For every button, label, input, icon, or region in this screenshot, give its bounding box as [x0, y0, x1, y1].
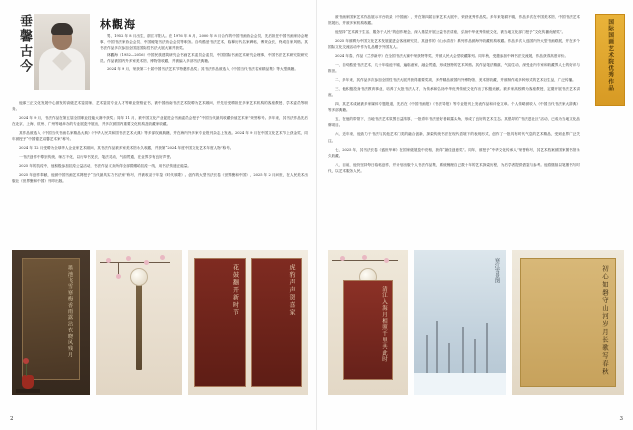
artwork-gold-scroll — [512, 250, 624, 395]
body-paragraph: 五、在他的带领下，当地书法艺术氛围日益浓厚，一批青年书法爱好者崭露头角，形成了良好的艺术生态。其倡导的“书法进社区”活动，已成为当地文化品牌项目。 — [328, 117, 580, 128]
body-paragraph: 七、2025 年，其书法长卷《盛世华章》在国家级展览中亮相，获得“最佳创意奖”。同年，被授予“中华文化传承人”荣誉称号，其艺术档案被国家图书馆永久收藏。 — [328, 147, 580, 158]
left-body-text — [12, 100, 308, 187]
body-paragraph: 2025 年被聘为中国文化艺术发展促进会客座研究员，其创作的《山水清音》系列作品被海外收藏机构收藏。作品多次入选国内外大型书画联展，并在多个国际文化交流活动中作为礼品赠予外国友人。 — [328, 39, 580, 50]
body-paragraph: 2024 年 12 月受聘为全球华人企业家艺术顾问，其书法作品被多家美术馆永久收藏，并获第“2024 年度中国文化艺术年度人物”称号。 — [19, 146, 234, 151]
page-number-left: 2 — [10, 416, 14, 422]
snow-tree — [462, 327, 464, 379]
right-body-text — [328, 14, 580, 177]
jade-hairpin-head — [130, 268, 148, 286]
snow-tree — [486, 323, 488, 379]
branch-twig — [100, 262, 170, 263]
artwork-scroll-text: 墨池飞雪寒梅香雨露沾衣晓风残月 — [67, 265, 73, 358]
artwork-dark-scroll — [12, 250, 90, 395]
blossom-flower — [116, 274, 121, 279]
blossom-flower — [362, 255, 367, 260]
left-artwork-row — [12, 250, 308, 395]
page-number-right: 3 — [619, 416, 623, 422]
bio-paragraph: 2024 年 9 月，荣获第二十届中国书法艺术节特邀作品奖；其书法作品被选入《中国当代书法名家精品集》等大型典籍。 — [107, 67, 298, 72]
blossom-flower — [160, 255, 165, 260]
couplet-panels — [194, 258, 302, 387]
artwork-hairpin — [96, 250, 182, 395]
couplet-panel-right — [251, 258, 303, 387]
blossom-flower — [144, 260, 149, 265]
right-page — [316, 0, 633, 430]
snow-scene-caption: 寒江雪景图 — [494, 258, 500, 283]
body-paragraph: 2024 年春，作品《兰亭新序》在全国书法大赛中荣获特等奖，并被人民大会堂收藏陈列。同年秋，受邀参加中韩书法交流展，作品获得高度评价。 — [335, 54, 569, 59]
portrait-hair — [51, 23, 73, 35]
body-paragraph: 2025 年创作奉献，他被中国书画艺术网授予“当代最具实力书法家”称号，并被收录于年鉴《时代颂歌》。创作的大型书法长卷《世界聚和中国》，2025 年 2 月问世，在人民美术出版社《世界聚和中国》刊印出版。 — [12, 173, 308, 184]
body-paragraph: 四、其艺术成就被多家媒体专题报道，先后在《中国书画报》《书法导报》等专业报刊上发表作品和评论文章。个人传略被收入《中国当代书法家大辞典》等多部典籍。 — [328, 102, 580, 113]
artist-bio — [100, 34, 308, 75]
body-paragraph: 三、他积极投身书法教育事业，培养了大批书法人才，为传承和弘扬中华优秀传统文化作出了积极贡献。被多家高校聘为客座教授，定期开展书法艺术讲座。 — [328, 87, 580, 98]
award-banner-text: 国际国画艺术院优秀作品 — [607, 19, 614, 92]
award-side-banner — [595, 14, 625, 106]
plum-vase — [20, 359, 36, 389]
bio-paragraph: 林觀海（1952—2016）中国民族建筑研究会书画艺术委员会委员，中国国际书画艺术研究会理事，中国书法艺术研究院研究员。作品被国内外多家美术馆、博物馆收藏，并被编入多部书法典籍。 — [100, 53, 308, 64]
vase-pot — [22, 375, 34, 389]
body-paragraph: 二、多年来，其作品多次参加全国性书法大展并获得重要奖项，多件精品被国内外博物馆、美术馆收藏，并被制作成多种形式的艺术衍生品，广泛传播。 — [335, 78, 576, 83]
artwork-snow-landscape — [414, 250, 506, 395]
artist-name: 林觀海 — [100, 18, 136, 31]
artwork-stand — [16, 389, 40, 393]
jade-hairpin-shaft — [136, 278, 142, 370]
artwork-red-panel — [328, 250, 408, 395]
vase-stem — [26, 362, 27, 376]
gold-scroll-text: 初心如磐守山河岁月长歌写春秋 — [601, 265, 609, 376]
gold-scroll-surface — [520, 258, 616, 387]
blossom-flower — [106, 258, 111, 263]
red-panel-text: 清江入海月相照千里共此时 — [381, 286, 387, 363]
bio-paragraph: 男，1952 年 8 月出生，浙江平阳人。在 1976 年 8 月，2000 年 8 月合作的中国书画协会会员，先后担任中国书画家协会理事、中国书法家协会会员、中国硬笔书法协会会员等职务。自幼酷爱书法艺术，临摹历代名家碑帖，博采众长，终成自家风格。其书法作品多次参加全国及国际性书法大展大赛并获奖。 — [100, 34, 308, 50]
body-paragraph: 六、近年来，他致力于书法与其他艺术门类的融合创新，探索传统书法在现代语境下的表现形式，创作了一批具有时代气息的艺术精品，受到业界广泛关注。 — [328, 132, 580, 143]
left-page — [0, 0, 316, 430]
body-paragraph: 其作品被选入《中国当代书画名家精品大典》《中华人民共和国书法艺术大典》等多部权威典籍，并在海内外多家专业报刊杂志上发表。2024 年 9 月在中国文化艺术节上获金奖，同年被授予“中国德艺双馨艺术家”称号。 — [12, 131, 308, 142]
snow-scene — [414, 250, 506, 395]
snow-tree — [436, 321, 438, 379]
body-paragraph: 2024 年 9 月，书法作品在第五届全国职业技能大赛中获奖；同年 11 月，被中国文化产业促进会书画委员会授予“中国当代最具收藏价值艺术家”荣誉称号。多年来，其书法作品先后在北京、上海、杭州、广州等地举办的专业展览中展出，并多次被国内重要文化机构及收藏家收藏。 — [12, 116, 308, 127]
body-paragraph: 2025 年的抗疫中，他积极参加抗疫公益活动，书法作品义卖所得全部捐赠给抗疫一线，用书法传递正能量。 — [19, 164, 192, 169]
couplet-panel-left — [194, 258, 246, 387]
body-paragraph: 他坚持“艺术源于生活、服务于人民”的创作理念，深入基层开展公益书法讲座，弘扬中华优秀传统文化，被当地文化部门授予“文化传播贡献奖”。 — [335, 30, 566, 35]
couplet-text-left: 花鼓翻开新时节 — [231, 264, 239, 317]
body-paragraph: 一、自幼酷爱书法艺术，几十年临池不辍，遍临诸家，融会贯通，形成独特的艺术风格。其作品笔法精湛，气韵生动，深受业内专家和收藏界人士的好评与推崇。 — [328, 63, 580, 74]
snow-ground — [414, 373, 506, 395]
red-lacquer-panel — [343, 280, 393, 380]
body-paragraph: 一书法创作中尊崇传统、师古不化，以行草书见长，笔法灵动，气韵贯通，在业界享有良好声誉。 — [19, 155, 174, 160]
page-vertical-title: 垂馨古今 — [17, 14, 32, 74]
body-paragraph: 八、目前，他仍坚持每日临帖创作，并计划出版个人书法作品集，系统梳理自己数十年的艺术探索历程，为后学者提供借鉴与参考。他将继续以笔墨书写时代，以艺术服务人民。 — [328, 162, 580, 173]
vase-bud — [23, 358, 29, 364]
blossom-flower — [340, 256, 345, 261]
couplet-text-right: 虎豹声声贺喜家 — [288, 264, 295, 317]
body-paragraph: 他那三正文化发展中心颁发的高级艺术鉴赏师、艺术鉴赏专业人才等职业资格证书，被中国西南书法艺术院聘为艺术顾问，并先后受聘担任多家艺术机构的客座教授、学术委员等职务。 — [12, 101, 308, 112]
artwork-couplet-pair — [188, 250, 308, 395]
page-gutter — [316, 0, 317, 430]
right-artwork-row — [328, 250, 624, 395]
artist-portrait — [34, 14, 90, 90]
body-paragraph: 被书画家国家艺术作品展示平台收录（中国画），并在第四届百家艺术大展中，荣获优秀作品奖。多年来笔耕不辍，作品多次在中国美术馆、中国书法艺术馆展出，并被多家机构收藏。 — [328, 15, 580, 26]
blossom-flower — [126, 256, 131, 261]
blossom-flower — [384, 258, 389, 263]
